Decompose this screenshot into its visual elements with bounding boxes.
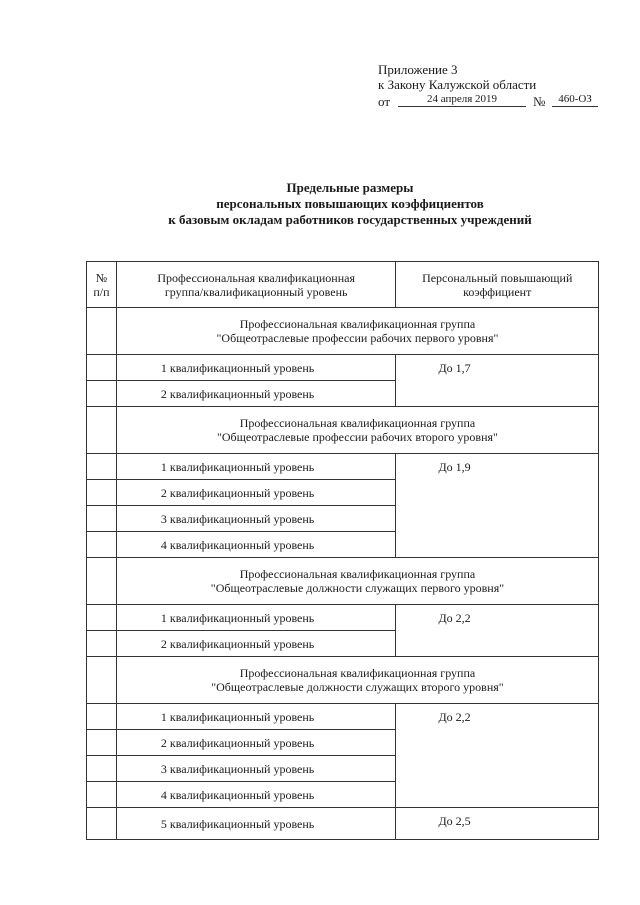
level-name: 2 квалификационный уровень — [116, 631, 396, 657]
appendix-number: Приложение 3 — [378, 62, 458, 77]
coefficient-value: До 2,2 — [396, 605, 599, 657]
group-row — [87, 558, 599, 605]
group-row — [87, 657, 599, 704]
coefficient-value: До 1,9 — [396, 454, 599, 558]
header-coefficient: Персональный повышающий коэффициент — [396, 262, 599, 308]
header-number: № п/п — [87, 262, 117, 308]
level-name: 2 квалификационный уровень — [116, 381, 396, 407]
level-name: 3 квалификационный уровень — [116, 756, 396, 782]
level-name: 1 квалификационный уровень — [116, 454, 396, 480]
table-header-row — [87, 262, 599, 308]
coefficient-value: До 2,2 — [396, 704, 599, 808]
group-row — [87, 407, 599, 454]
table-row — [87, 808, 599, 840]
level-name: 5 квалификационный уровень — [116, 808, 396, 840]
appendix-law: к Закону Калужской области — [378, 77, 537, 92]
appendix-date-line — [378, 92, 608, 109]
level-name: 1 квалификационный уровень — [116, 704, 396, 730]
header-group: Профессиональная квалификационная группа/квалификационный уровень — [116, 262, 396, 308]
group-name: Профессиональная квалификационная группа "Общеотраслевые должности служащих первого уровня" — [116, 558, 598, 605]
coefficient-value: До 1,7 — [396, 355, 599, 407]
title-line-2: персональных повышающих коэффициентов — [216, 196, 484, 211]
number-label: № — [533, 94, 546, 109]
group-name: Профессиональная квалификационная группа "Общеотраслевые профессии рабочих второго уровня" — [116, 407, 598, 454]
from-label: от — [378, 94, 391, 109]
level-name: 2 квалификационный уровень — [116, 480, 396, 506]
law-date: 24 апреля 2019 — [398, 92, 526, 107]
title-line-1: Предельные размеры — [286, 180, 414, 195]
table-row — [87, 355, 599, 381]
title-line-3: к базовым окладам работников государственных учреждений — [168, 212, 532, 227]
group-row — [87, 308, 599, 355]
level-name: 2 квалификационный уровень — [116, 730, 396, 756]
document-title — [100, 180, 600, 228]
level-name: 4 квалификационный уровень — [116, 782, 396, 808]
table-row — [87, 454, 599, 480]
level-name: 4 квалификационный уровень — [116, 532, 396, 558]
table-row — [87, 605, 599, 631]
appendix-header — [378, 62, 608, 109]
level-name: 3 квалификационный уровень — [116, 506, 396, 532]
group-name: Профессиональная квалификационная группа "Общеотраслевые должности служащих второго уровня" — [116, 657, 598, 704]
level-name: 1 квалификационный уровень — [116, 355, 396, 381]
law-number: 460-ОЗ — [552, 92, 598, 107]
level-name: 1 квалификационный уровень — [116, 605, 396, 631]
group-name: Профессиональная квалификационная группа "Общеотраслевые профессии рабочих первого уровня" — [116, 308, 598, 355]
coefficients-table — [86, 261, 599, 840]
table-row — [87, 704, 599, 730]
coefficient-value: До 2,5 — [396, 808, 599, 840]
